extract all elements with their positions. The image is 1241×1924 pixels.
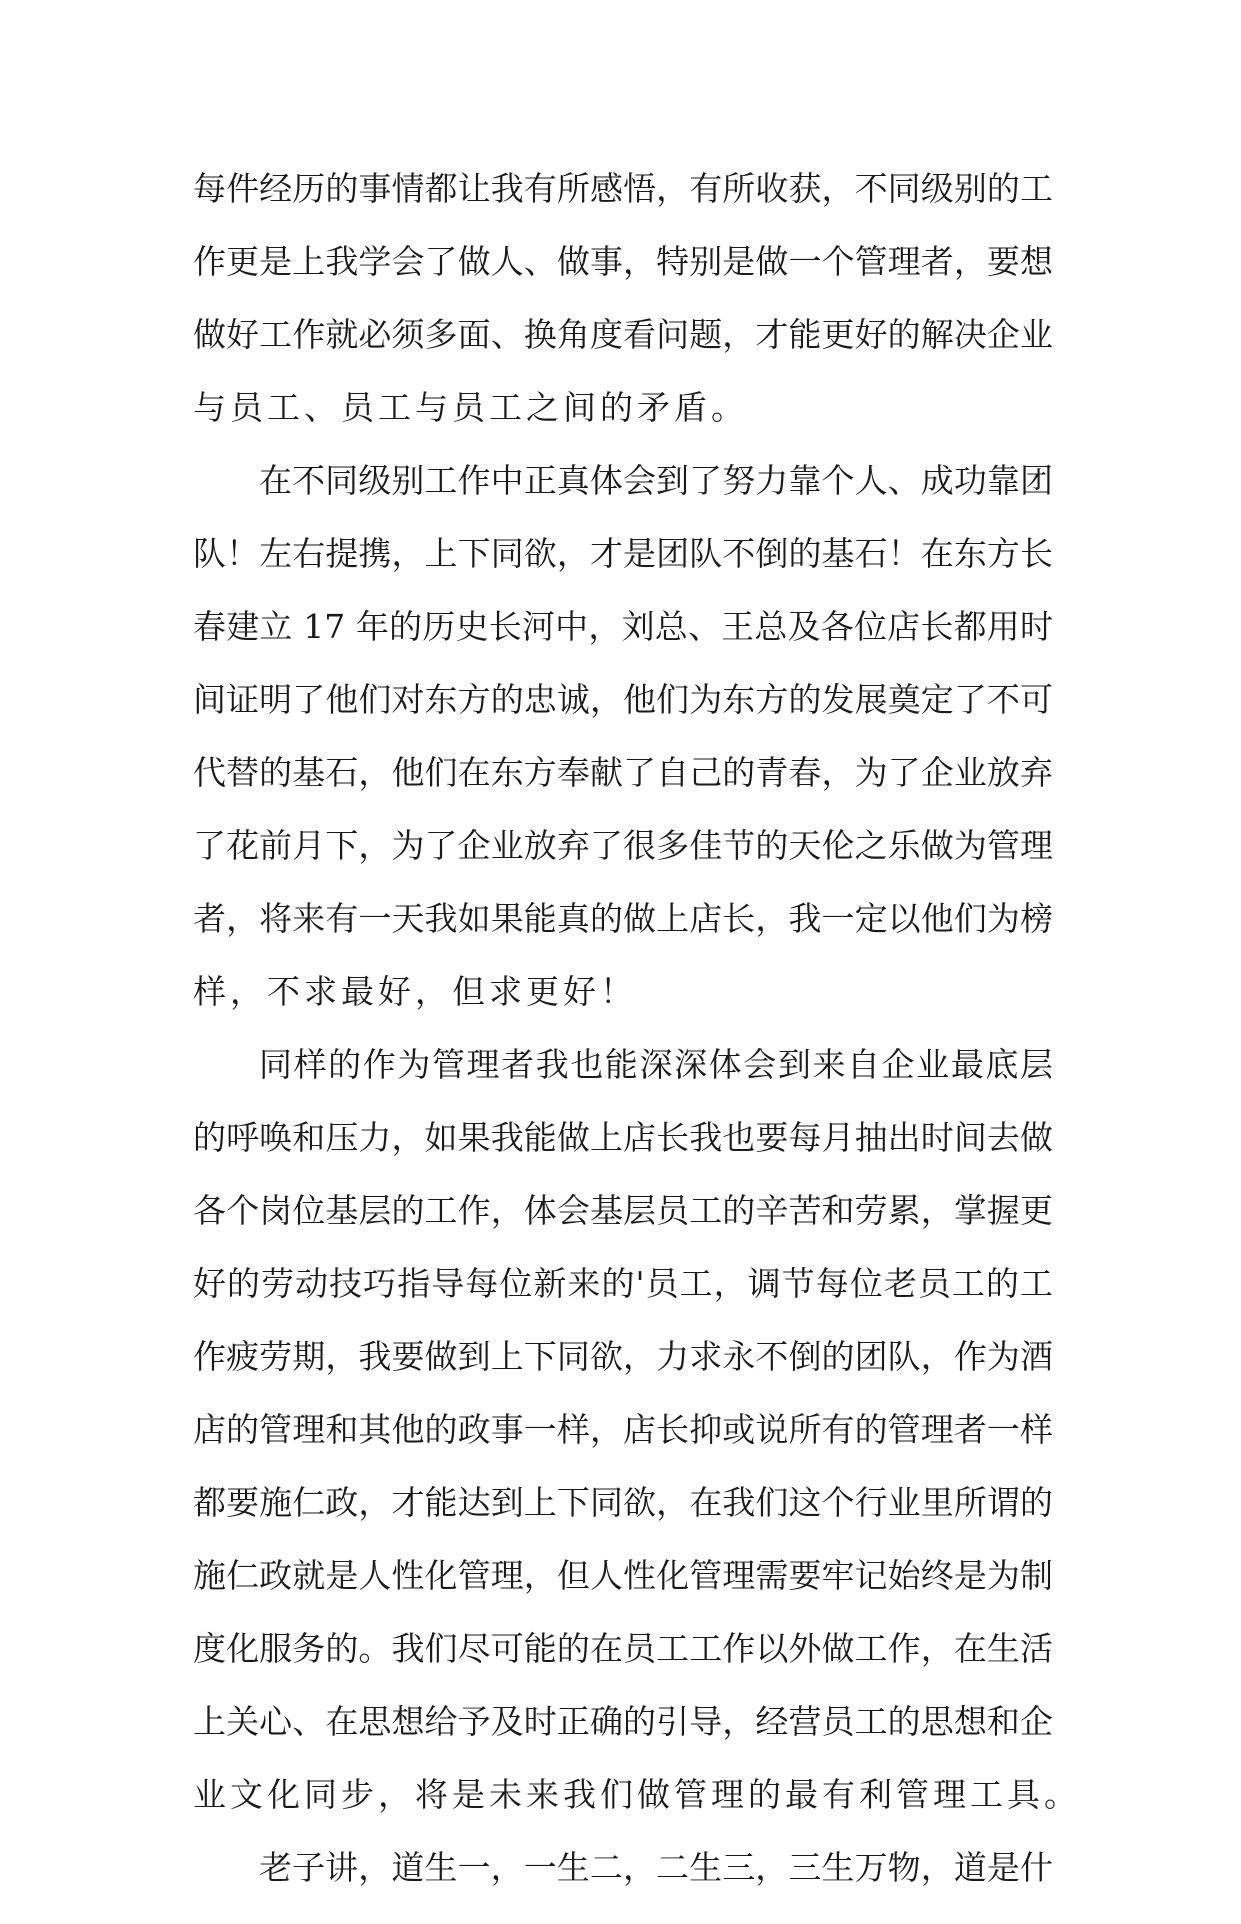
text-line: 施仁政就是人性化管理，但人性化管理需要牢记始终是为制 bbox=[193, 1556, 1053, 1595]
text-line: 队！左右提携，上下同欲，才是团队不倒的基石！在东方长 bbox=[193, 534, 1053, 573]
text-line: 样，不求最好，但求更好！ bbox=[193, 972, 637, 1011]
text-line: 店的管理和其他的政事一样，店长抑或说所有的管理者一样 bbox=[193, 1410, 1053, 1449]
text-line: 与员工、员工与员工之间的矛盾。 bbox=[193, 388, 748, 427]
text-line: 者，将来有一天我如果能真的做上店长，我一定以他们为榜 bbox=[193, 899, 1053, 938]
text-line: 度化服务的。我们尽可能的在员工工作以外做工作，在生活 bbox=[193, 1629, 1053, 1668]
text-line: 各个岗位基层的工作，体会基层员工的辛苦和劳累，掌握更 bbox=[193, 1191, 1053, 1230]
text-line: 都要施仁政，才能达到上下同欲，在我们这个行业里所谓的 bbox=[193, 1483, 1053, 1522]
text-line: 每件经历的事情都让我有所感悟，有所收获，不同级别的工 bbox=[193, 169, 1053, 208]
text-line: 间证明了他们对东方的忠诚，他们为东方的发展奠定了不可 bbox=[193, 680, 1053, 719]
text-line: 作更是上我学会了做人、做事，特别是做一个管理者，要想 bbox=[193, 242, 1053, 281]
text-line: 做好工作就必须多面、换角度看问题，才能更好的解决企业 bbox=[193, 315, 1053, 354]
text-line: 上关心、在思想给予及时正确的引导，经营员工的思想和企 bbox=[193, 1702, 1053, 1741]
text-line: 作疲劳期，我要做到上下同欲，力求永不倒的团队，作为酒 bbox=[193, 1337, 1053, 1376]
paragraph-first-line: 同样的作为管理者我也能深深体会到来自企业最底层 bbox=[259, 1045, 1053, 1084]
text-line: 好的劳动技巧指导每位新来的'员工，调节每位老员工的工 bbox=[193, 1264, 1053, 1303]
text-line: 春建立 17 年的历史长河中，刘总、王总及各位店长都用时 bbox=[193, 607, 1053, 646]
document-body bbox=[193, 169, 1081, 1924]
text-line: 业文化同步，将是未来我们做管理的最有利管理工具。 bbox=[193, 1775, 1081, 1814]
text-line: 代替的基石，他们在东方奉献了自己的青春，为了企业放弃 bbox=[193, 753, 1053, 792]
paragraph-first-line: 老子讲，道生一，一生二，二生三，三生万物，道是什 bbox=[259, 1848, 1053, 1887]
text-line: 了花前月下，为了企业放弃了很多佳节的天伦之乐做为管理 bbox=[193, 826, 1053, 865]
paragraph-first-line: 在不同级别工作中正真体会到了努力靠个人、成功靠团 bbox=[259, 461, 1053, 500]
text-line: 的呼唤和压力，如果我能做上店长我也要每月抽出时间去做 bbox=[193, 1118, 1053, 1157]
